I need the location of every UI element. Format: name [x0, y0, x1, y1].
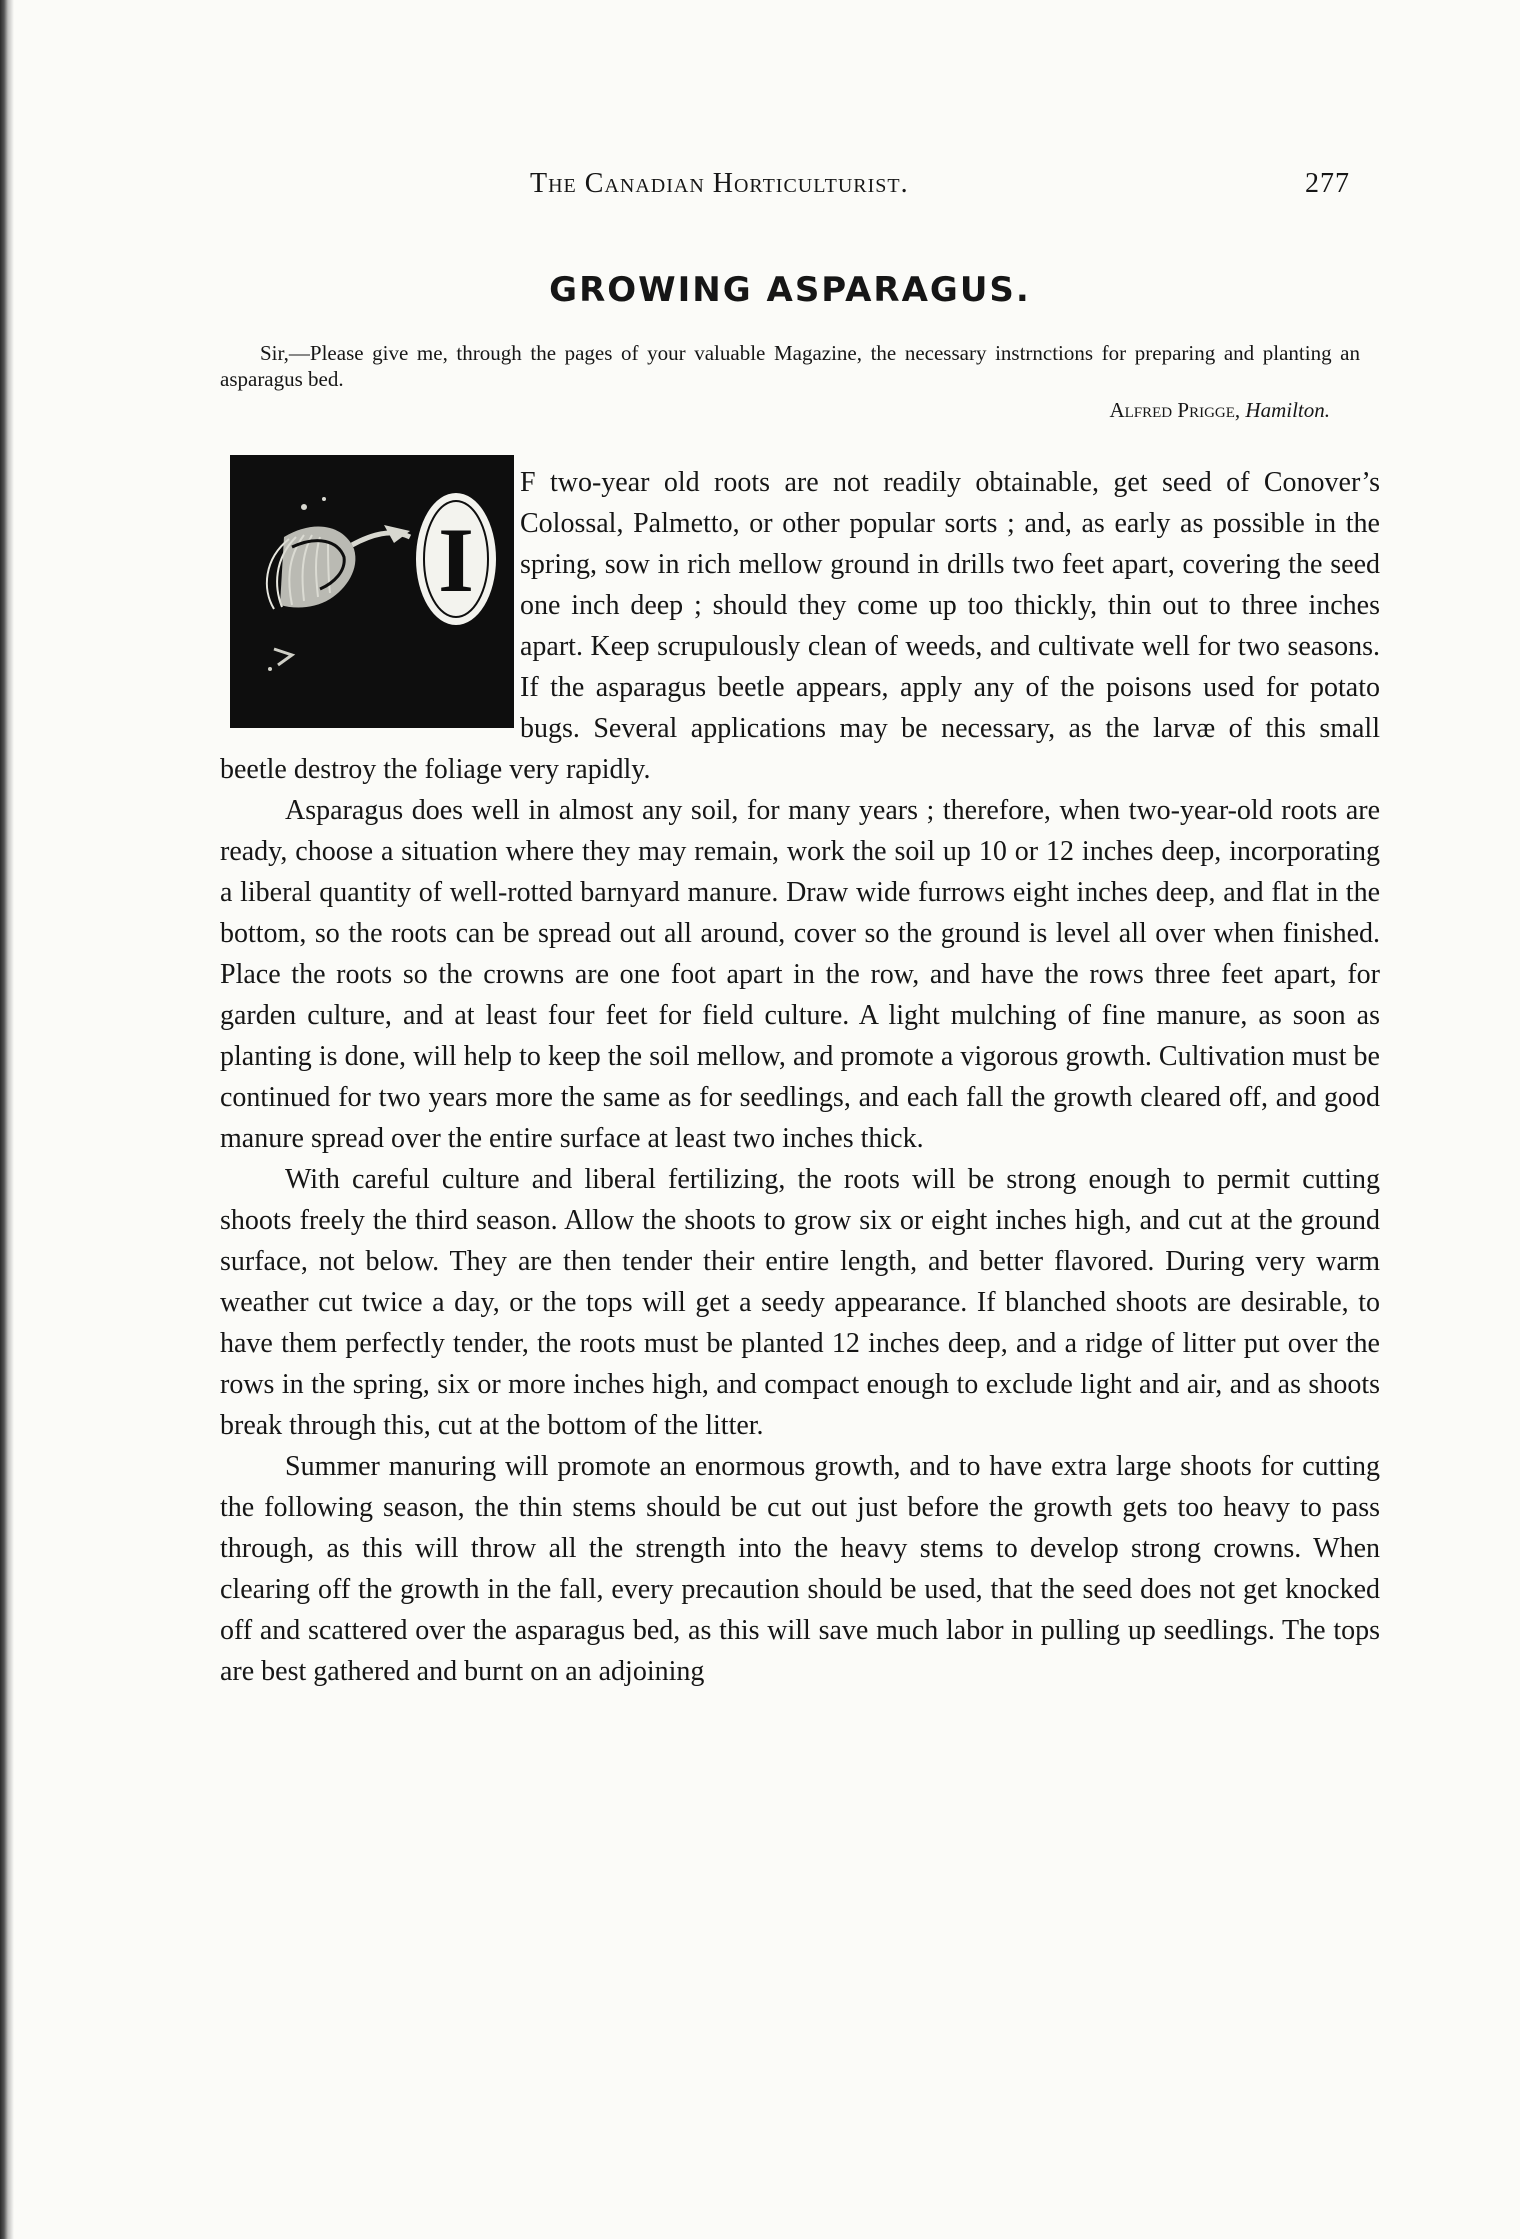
- page-binding-edge: [0, 0, 14, 2239]
- article-body: [220, 462, 1380, 1692]
- paragraph: With careful culture and liberal fertilizing, the roots will be strong enough to permit cutting shoots freely the third season. Allow the shoots to grow six or eight inches high, and cut at the ground surface, not below. They are then tender their entire length, and better flavored. During very warm weather cut twice a day, or the tops will get a seedy appearance. If blanched shoots are desirable, to have them perfectly tender, the roots must be planted 12 inches deep, and a ridge of litter put over the rows in the spring, six or more inches high, and compact enough to exclude light and air, and as shoots break through this, cut at the bottom of the litter.: [220, 1164, 1380, 1441]
- paragraph: Summer manuring will promote an enormous growth, and to have extra large shoots for cutting the following season, the thin stems should be cut out just before the growth gets too heavy to pass through, as this will throw all the strength into the heavy stems to develop strong crowns. When clearing off the growth in the fall, every precaution should be used, that the seed does not get knocked off and scattered over the asparagus bed, as this will save much labor in pulling up seedlings. The tops are best gathered and burnt on an adjoining: [220, 1451, 1380, 1687]
- reader-letter: Sir,—Please give me, through the pages of your valuable Magazine, the necessary instrnctions for preparing and planting an asparagus bed.: [220, 341, 1360, 391]
- article-title: GROWING ASPARAGUS.: [549, 270, 1031, 310]
- letter-author: Alfred Prigge,: [1109, 398, 1241, 422]
- initial-letter-glyph: I: [438, 509, 474, 611]
- paragraph-1-text: F two-year old roots are not readily obtainable, get seed of Conover’s Colossal, Palmetto, or other popular sorts ; and, as early as possible in the spring, sow in rich mellow ground in drills two feet apart, covering the seed one inch deep ; should they come up too thickly, thin out to three inches apart. Keep scrupulously clean of weeds, and cultivate well for two seasons. If the asparagus beetle appears, apply any of the poisons used for potato bugs. Several applications may be necessary, as the larvæ of this small beetle destroy the foliage very rapidly.: [220, 467, 1380, 785]
- letter-place: Hamilton.: [1245, 398, 1330, 422]
- running-head: [530, 168, 1350, 208]
- paragraph: [220, 462, 1380, 790]
- page-number: 277: [1305, 168, 1350, 199]
- journal-title: The Canadian Horticulturist.: [530, 168, 909, 199]
- paragraph: Asparagus does well in almost any soil, for many years ; therefore, when two-year-old roots are ready, choose a situation where they may remain, work the soil up 10 or 12 inches deep, incorporating a liberal quantity of well-rotted barnyard manure. Draw wide furrows eight inches deep, and flat in the bottom, so the roots can be spread out all around, cover so the ground is level all over when finished. Place the roots so the crowns are one foot apart in the row, and have the rows three feet apart, for garden culture, and at least four feet for field culture. A light mulching of fine manure, as soon as planting is done, will help to keep the soil mellow, and promote a vigorous growth. Cultivation must be continued for two years more the same as for seedlings, and each fall the growth cleared off, and good manure spread over the entire surface at least two inches thick.: [220, 795, 1380, 1154]
- letter-signature: [1109, 398, 1330, 423]
